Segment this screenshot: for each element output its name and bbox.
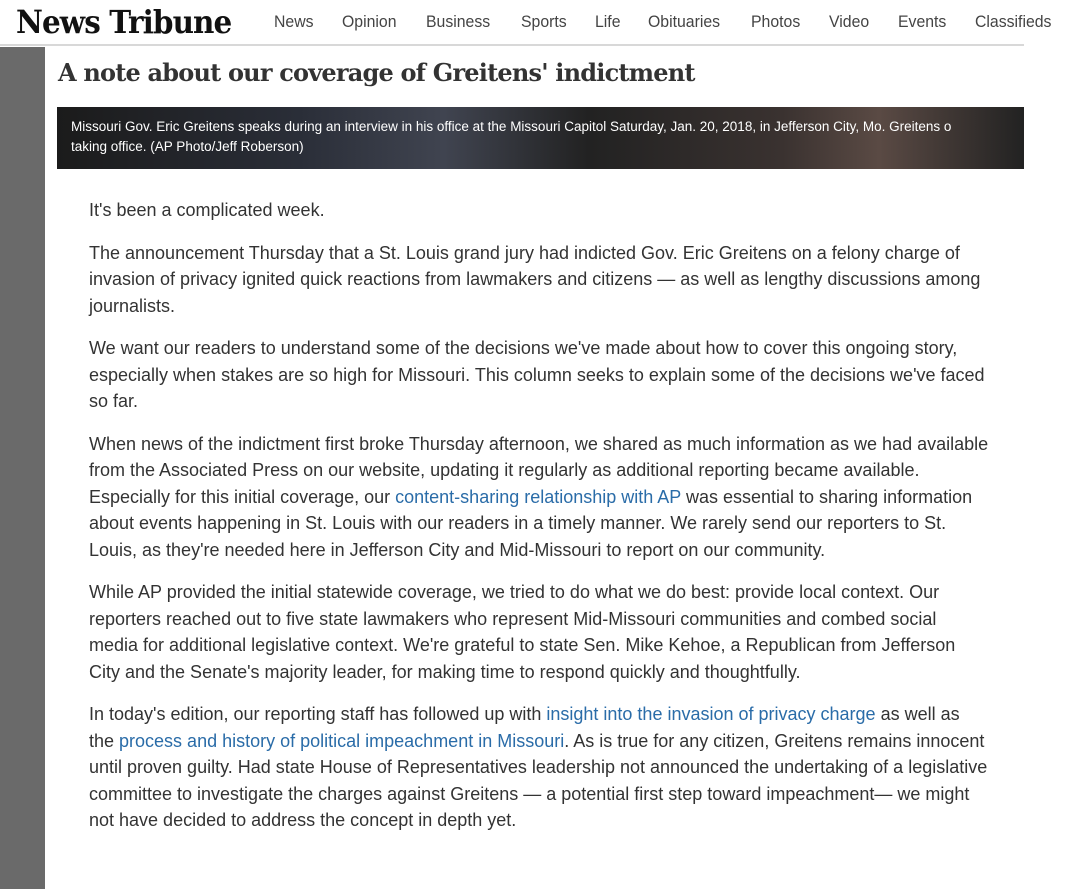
- site-header: [0, 0, 1052, 46]
- nav-sports[interactable]: Sports: [520, 12, 567, 31]
- paragraph: [89, 431, 989, 564]
- text: . As is true for any citizen, Greitens remains innocent until proven guilty. Had state House of Representatives leadership not announced the undertaking of a legislative committee to investigate the charges against Greitens — a potential first step toward impeachment— we might not have decided to address the concept in depth yet.: [89, 730, 988, 830]
- main-nav: [274, 12, 1079, 32]
- nav-business[interactable]: Business: [426, 12, 491, 31]
- nav-obituaries[interactable]: Obituaries: [648, 12, 721, 31]
- link-content-sharing[interactable]: content-sharing relationship with AP: [395, 486, 681, 507]
- text: In today's edition, our reporting staff has followed up with: [89, 704, 547, 724]
- nav-photos[interactable]: Photos: [750, 12, 801, 31]
- article-body: [89, 197, 989, 850]
- article-title: A note about our coverage of Greitens' indictment: [58, 58, 695, 87]
- article-photo: [57, 107, 1024, 169]
- paragraph: [89, 701, 989, 834]
- nav-video[interactable]: Video: [829, 12, 870, 31]
- nav-opinion[interactable]: Opinion: [342, 12, 397, 31]
- paragraph: While AP provided the initial statewide coverage, we tried to do what we do best: provide local context. Our reporters reached out to five state lawmakers who represent Mid-Missouri communities and combed social media for additional legislative context. We're grateful to state Sen. Mike Kehoe, a Republican from Jefferson City and the Senate's majority leader, for making time to respond quickly and thoughtfully.: [89, 582, 956, 682]
- nav-events[interactable]: Events: [897, 12, 947, 31]
- left-gutter: [0, 47, 45, 889]
- nav-classifieds[interactable]: Classifieds: [975, 12, 1052, 31]
- nav-news[interactable]: News: [274, 12, 314, 31]
- caption-line: taking office. (AP Photo/Jeff Roberson): [71, 139, 304, 154]
- link-impeachment[interactable]: process and history of political impeachment in Missouri: [119, 730, 565, 751]
- nav-life[interactable]: Life: [595, 12, 621, 31]
- paragraph: We want our readers to understand some of the decisions we've made about how to cover this ongoing story, especially when stakes are so high for Missouri. This column seeks to explain some of the decisions we've faced so far.: [89, 338, 985, 411]
- link-privacy-charge[interactable]: insight into the invasion of privacy charge: [546, 704, 876, 724]
- photo-caption: [71, 117, 1024, 157]
- text: as well as the: [89, 704, 960, 751]
- paragraph: The announcement Thursday that a St. Louis grand jury had indicted Gov. Eric Greitens on a felony charge of invasion of privacy ignited quick reactions from lawmakers and citizens — as well as lengthy discussions among journalists.: [89, 242, 981, 316]
- caption-line: Missouri Gov. Eric Greitens speaks during an interview in his office at the Missouri Capitol Saturday, Jan. 20, 2018, in Jefferson City, Mo. Greitens o: [71, 119, 952, 134]
- text: was essential to sharing information about events happening in St. Louis with our readers in a timely manner. We rarely send our reporters to St. Louis, as they're needed here in Jefferson City and Mid-Missouri to report on our community.: [89, 486, 973, 560]
- paragraph: It's been a complicated week.: [89, 200, 325, 220]
- text: When news of the indictment first broke Thursday afternoon, we shared as much information as we had available from the Associated Press on our website, updating it regularly as additional reporting became available. Especially for this initial coverage, our: [89, 433, 989, 507]
- site-logo[interactable]: News Tribune: [16, 3, 232, 41]
